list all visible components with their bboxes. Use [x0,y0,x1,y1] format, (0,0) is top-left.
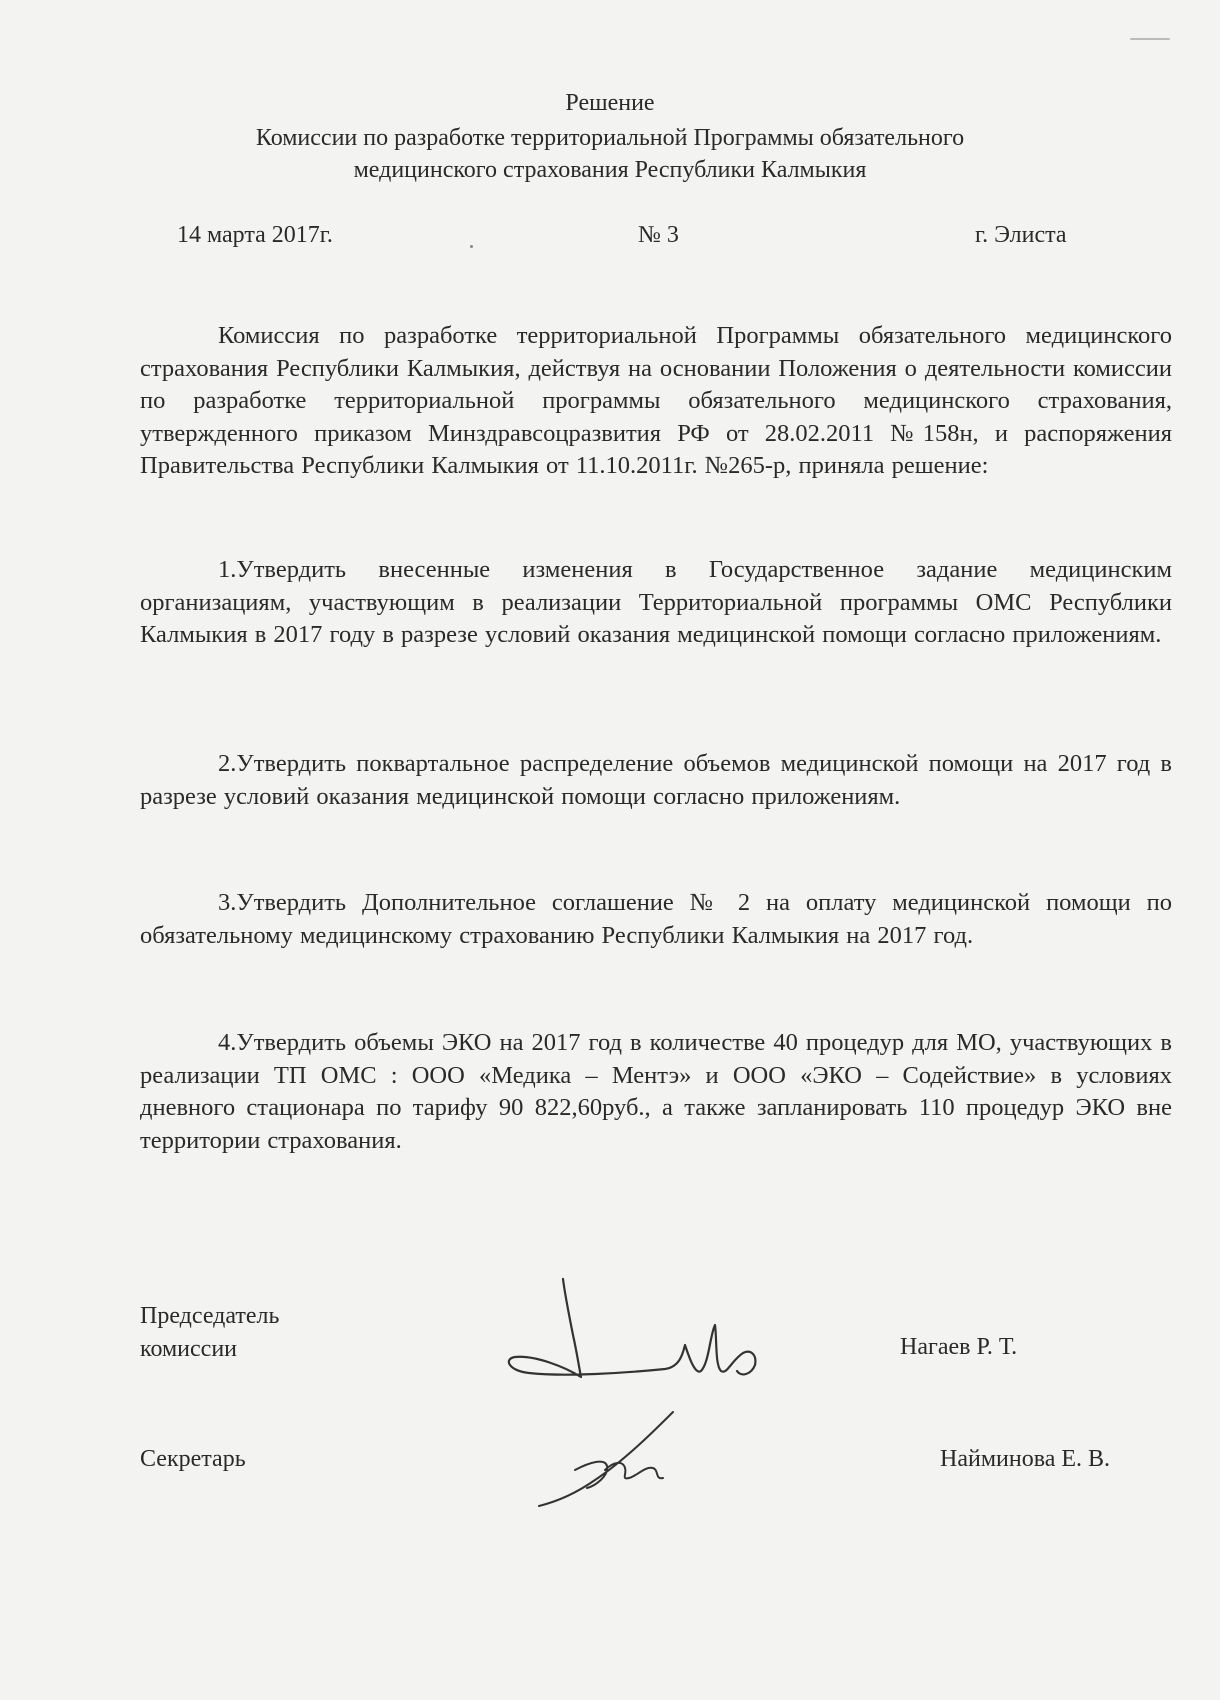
scan-speck [1130,38,1170,40]
chairman-label [140,1300,279,1366]
document-number: № 3 [638,222,679,248]
decision-item-1: 1.Утвердить внесенные изменения в Государственное задание медицинским организациям, участвующим в реализации Территориальной программы ОМС Республики Калмыкия в 2017 году в разрезе условий оказания медицинской помощи согласно приложениям. [140,556,1172,649]
decision-item-4: 4.Утвердить объемы ЭКО на 2017 год в количестве 40 процедур для МО, участвующих в реализации ТП ОМС : ООО «Медика – Ментэ» и ООО «ЭКО – Содействие» в условиях дневного стационара по тарифу 90 822,60руб., а также запланировать 110 процедур ЭКО вне территории страхования. [140,1029,1172,1154]
chairman-signature [505,1275,805,1405]
scan-speck [470,245,473,248]
secretary-signature [535,1410,735,1510]
secretary-label: Секретарь [140,1446,246,1472]
chairman-label-line2: комиссии [140,1336,238,1362]
chairman-name: Нагаев Р. Т. [900,1334,1018,1360]
decision-item-3: 3.Утвердить Дополнительное соглашение № 2 на оплату медицинской помощи по обязательному медицинскому страхованию Республики Калмыкия на 2017 год. [140,889,1172,949]
document-subtitle-line1: Комиссии по разработке территориальной Программы обязательного [255,125,965,151]
intro-paragraph: Комиссия по разработке территориальной Программы обязательного медицинского страхования Республики Калмыкия, действуя на основании Положения о деятельности комиссии по разработке территориальной программы обязательного медицинского страхования, утвержденного приказом Минздравсоцразвития РФ от 28.02.2011 №158н, и распоряжения Правительства Республики Калмыкия от 11.10.2011г. №265-р, приняла решение: [140,322,1172,480]
document-date: 14 марта 2017г. [177,222,333,248]
chairman-label-line1: Председатель [140,1303,280,1329]
document-title: Решение [565,90,655,116]
document-subtitle-line2: медицинского страхования Республики Калмыкия [353,157,867,183]
document-city: г. Элиста [975,222,1067,248]
decision-item-2: 2.Утвердить поквартальное распределение объемов медицинской помощи на 2017 год в разрезе условий оказания медицинской помощи согласно приложениям. [140,750,1172,810]
secretary-name: Найминова Е. В. [940,1446,1111,1472]
